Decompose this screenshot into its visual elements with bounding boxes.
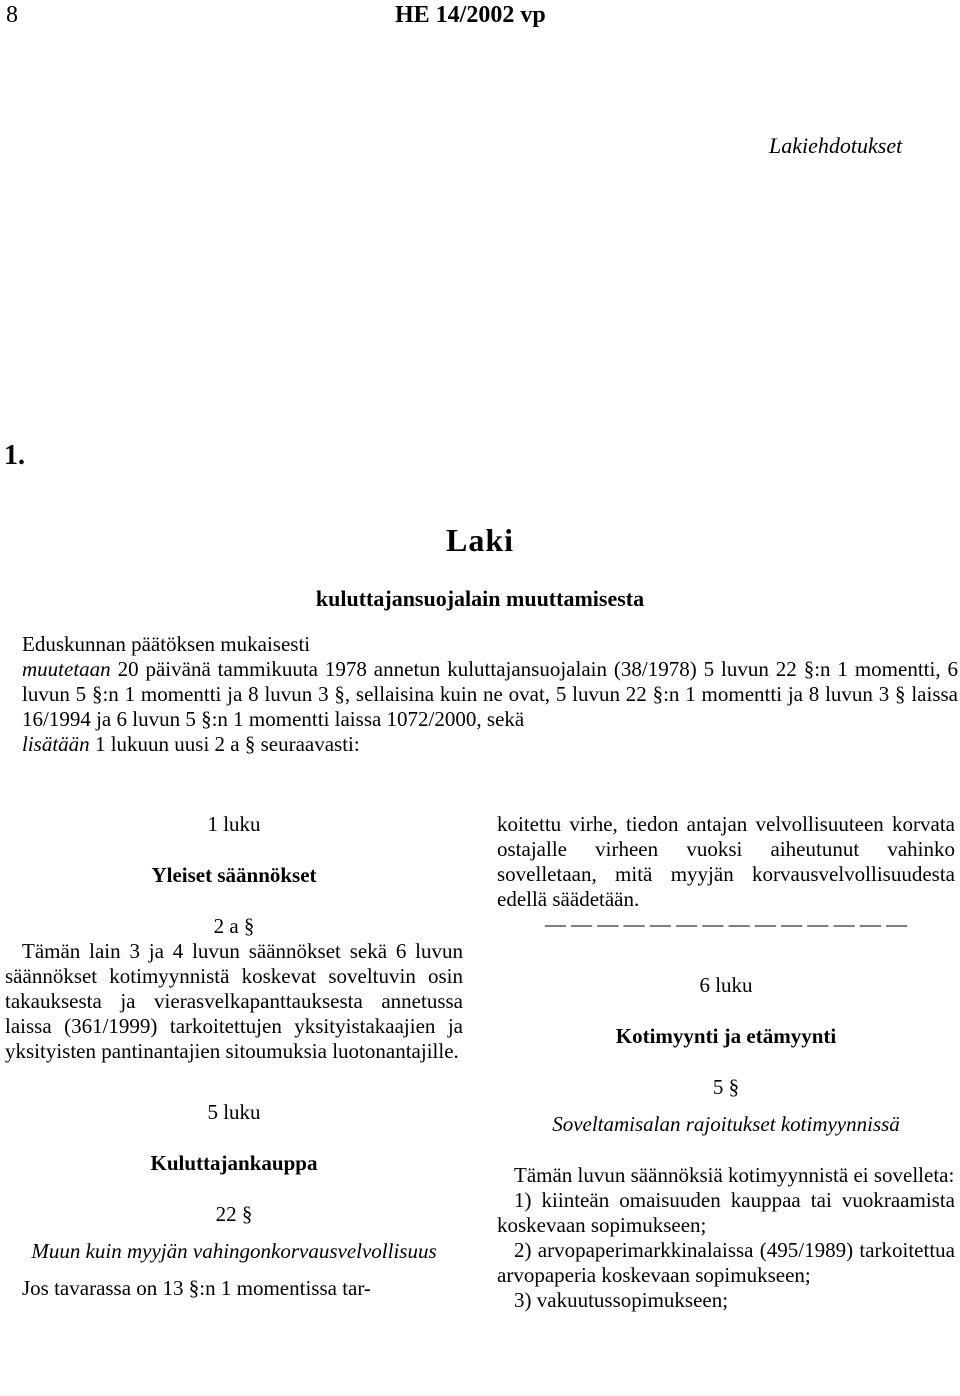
- amend-verb: muutetaan: [22, 657, 111, 681]
- chapter-1-label: 1 luku: [207, 812, 261, 836]
- section-22-continuation: koitettu virhe, tiedon antajan velvollisuuteen korvata ostajalle virheen vuoksi aiheutunut vahinko sovelletaan, mitä myyjän korvausvelvollisuudesta edellä säädetään.: [497, 812, 955, 911]
- section-2a-number: 2 a §: [213, 914, 255, 938]
- enactment-clause: [22, 632, 958, 757]
- proposal-number: 1.: [4, 440, 25, 471]
- section-title: Lakiehdotukset: [769, 133, 903, 158]
- add-paragraph: [22, 732, 958, 757]
- page-number: 8: [6, 2, 18, 28]
- chapter-6-title: Kotimyynti ja etämyynti: [615, 1024, 837, 1048]
- section-22-text: Jos tavarassa on 13 §:n 1 momentissa tar-: [22, 1276, 371, 1300]
- chapter-5-title: Kuluttajankauppa: [150, 1151, 318, 1175]
- section-5-item-2: 2) arvopaperimarkkinalaissa (495/1989) tarkoitettua arvopaperia koskevaan sopimukseen;: [497, 1238, 955, 1287]
- right-column: [497, 812, 955, 1313]
- section-5-heading: Soveltamisalan rajoitukset kotimyynnissä: [552, 1112, 900, 1136]
- left-column: [5, 812, 463, 1301]
- add-text: 1 lukuun uusi 2 a § seuraavasti:: [89, 732, 360, 756]
- chapter-5-label: 5 luku: [207, 1100, 261, 1124]
- chapter-1-title: Yleiset säännökset: [151, 863, 317, 887]
- section-22-heading: Muun kuin myyjän vahingonkorvausvelvollisuus: [31, 1239, 437, 1263]
- law-subtitle: kuluttajansuojalain muuttamisesta: [315, 586, 645, 611]
- document-id: HE 14/2002 vp: [395, 2, 546, 28]
- section-5-item-3: 3) vakuutussopimukseen;: [514, 1288, 729, 1312]
- amend-text: 20 päivänä tammikuuta 1978 annetun kuluttajansuojalain (38/1978) 5 luvun 22 §:n 1 momentti, 6 luvun 5 §:n 1 momentti ja 8 luvun 3 §, sellaisina kuin ne ovat, 5 luvun 22 §:n 1 momentti ja 8 luvun 3 § laissa 16/1994 ja 6 luvun 5 §:n 1 momentti laissa 1072/2000, sekä: [22, 657, 958, 731]
- chapter-6-label: 6 luku: [699, 973, 753, 997]
- section-22-number: 22 §: [215, 1202, 253, 1226]
- enactment-line: Eduskunnan päätöksen mukaisesti: [22, 632, 311, 656]
- section-5-item-1: 1) kiinteän omaisuuden kauppaa tai vuokraamista koskevaan sopimukseen;: [497, 1188, 955, 1237]
- omission-dashes: — — — — — — — — — — — — — —: [544, 912, 908, 936]
- law-title: Laki: [445, 522, 515, 558]
- section-2a-text: Tämän lain 3 ja 4 luvun säännökset sekä 6 luvun säännökset kotimyynnistä koskevat soveltuvin osin takauksesta ja vierasvelkapanttauksesta annetussa laissa (361/1999) tarkoitettujen yksityistakaajien ja yksityisten pantinantajien sitoumuksia luotonantajille.: [5, 939, 463, 1063]
- amend-paragraph: [22, 657, 958, 732]
- section-5-number: 5 §: [712, 1075, 740, 1099]
- add-verb: lisätään: [22, 732, 90, 756]
- section-5-intro: Tämän luvun säännöksiä kotimyynnistä ei sovelleta:: [514, 1163, 955, 1187]
